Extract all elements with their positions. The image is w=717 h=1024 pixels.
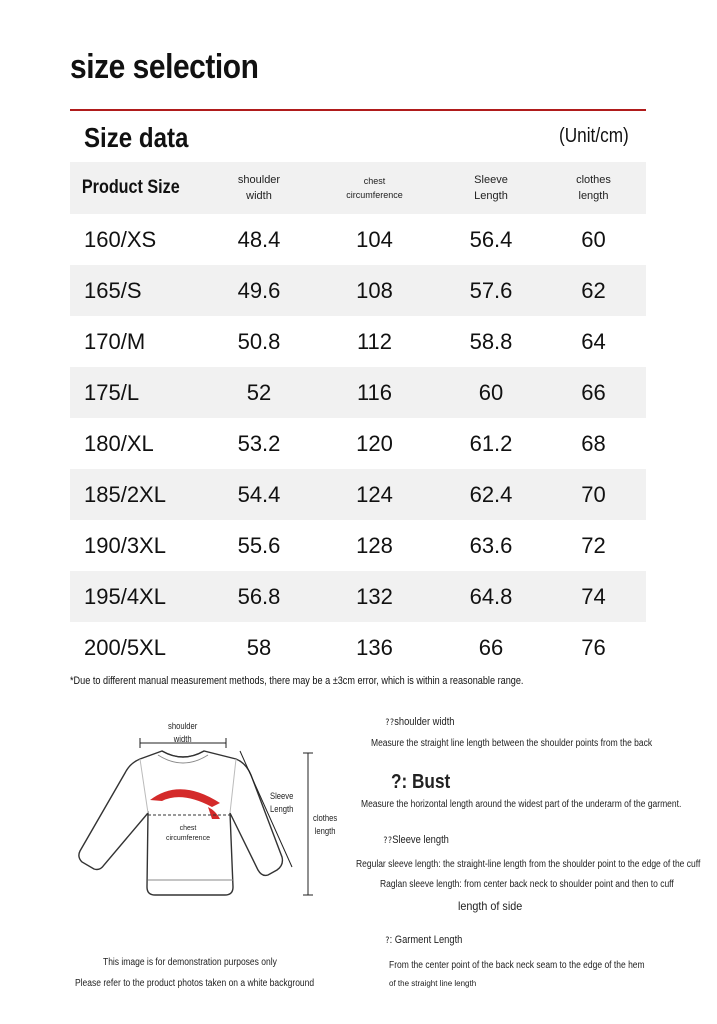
table-cell: 60 — [581, 226, 606, 252]
table-cell: 61.2 — [469, 430, 513, 456]
sweatshirt-outline — [79, 751, 283, 895]
table-cell: 132 — [356, 583, 393, 609]
table-row — [70, 418, 646, 469]
table-cell: 190/3XL — [84, 532, 166, 558]
garment-length-title: ?: Garment Length — [385, 934, 463, 946]
table-cell: 66 — [478, 634, 504, 660]
table-row — [70, 469, 646, 520]
table-cell: 104 — [356, 226, 393, 252]
table-cell: 124 — [356, 481, 393, 507]
table-body — [70, 214, 646, 673]
table-cell: 63.6 — [469, 532, 513, 558]
column-header: Sleeve Length — [474, 174, 508, 202]
unit-label: (Unit/cm) — [559, 125, 629, 147]
sleeve-length-desc: Regular sleeve length: the straight-line length from the shoulder point to the edge of the cuff — [356, 859, 701, 870]
table-cell: 200/5XL — [84, 634, 166, 660]
table-cell: 62.4 — [469, 481, 513, 507]
table-cell: 53.2 — [237, 430, 281, 456]
table-cell: 170/M — [84, 328, 146, 354]
shoulder-width-label: shoulder width — [168, 721, 198, 744]
table-row — [70, 520, 646, 571]
sleeve-length-title: ??Sleeve length — [383, 834, 449, 846]
table-cell: 112 — [356, 328, 393, 354]
measurement-note: *Due to different manual measurement methods, there may be a ±3cm error, which is within a reasonable range. — [70, 675, 524, 687]
page-title: size selection — [70, 48, 259, 86]
garment-length-desc: From the center point of the back neck seam to the edge of the hem — [389, 960, 645, 971]
table-row — [70, 214, 646, 265]
table-cell: 64 — [581, 328, 606, 354]
size-data-heading: Size data — [84, 122, 189, 153]
table-cell: 195/4XL — [84, 583, 166, 609]
table-cell: 128 — [356, 532, 393, 558]
table-cell: 64.8 — [469, 583, 513, 609]
column-header: clothes length — [576, 174, 611, 202]
shoulder-width-desc: Measure the straight line length between the shoulder points from the back — [371, 738, 653, 749]
side-length-label: length of side — [458, 899, 523, 913]
table-cell: 116 — [356, 379, 393, 405]
table-cell: 56.4 — [469, 226, 513, 252]
table-cell: 165/S — [84, 277, 142, 303]
table-cell: 50.8 — [237, 328, 281, 354]
sleeve-length-desc: Raglan sleeve length: from center back neck to shoulder point and then to cuff — [380, 879, 674, 890]
table-cell: 68 — [581, 430, 606, 456]
table-cell: 55.6 — [237, 532, 281, 558]
column-header: chest circumference — [346, 176, 403, 200]
column-header: shoulder width — [237, 174, 281, 202]
table-cell: 60 — [478, 379, 504, 405]
table-cell: 62 — [581, 277, 606, 303]
bust-desc: Measure the horizontal length around the widest part of the underarm of the garment. — [361, 799, 682, 810]
table-cell: 72 — [581, 532, 606, 558]
table-row — [70, 265, 646, 316]
garment-length-desc: of the straight line length — [389, 979, 477, 988]
table-cell: 48.4 — [237, 226, 281, 252]
bust-title: ?: Bust — [391, 771, 451, 793]
table-cell: 120 — [356, 430, 393, 456]
table-cell: 180/XL — [84, 430, 154, 456]
demo-caption: Please refer to the product photos taken on a white background — [75, 978, 315, 989]
table-cell: 54.4 — [237, 481, 281, 507]
table-cell: 56.8 — [237, 583, 281, 609]
table-cell: 52 — [246, 379, 272, 405]
table-header — [70, 162, 646, 214]
chest-circumference-label: chest circumference — [166, 825, 210, 842]
sleeve-length-label: Sleeve Length — [270, 791, 294, 814]
table-cell: 66 — [581, 379, 606, 405]
table-row — [70, 571, 646, 622]
column-header: Product Size — [81, 177, 180, 198]
table-cell: 136 — [356, 634, 393, 660]
table-cell: 160/XS — [84, 226, 157, 252]
demo-caption: This image is for demonstration purposes only — [103, 957, 277, 968]
table-cell: 108 — [356, 277, 393, 303]
title-divider — [70, 109, 646, 111]
clothes-length-label: clothes length — [313, 813, 338, 836]
table-row — [70, 622, 646, 673]
table-cell: 58 — [246, 634, 272, 660]
shoulder-width-title: ??shoulder width — [385, 716, 455, 728]
table-cell: 58.8 — [469, 328, 513, 354]
table-cell: 185/2XL — [84, 481, 166, 507]
table-row — [70, 367, 646, 418]
table-cell: 49.6 — [237, 277, 281, 303]
size-table — [70, 162, 646, 673]
table-cell: 74 — [581, 583, 606, 609]
table-cell: 76 — [581, 634, 606, 660]
table-cell: 57.6 — [469, 277, 513, 303]
table-cell: 70 — [581, 481, 606, 507]
table-row — [70, 316, 646, 367]
table-cell: 175/L — [84, 379, 140, 405]
